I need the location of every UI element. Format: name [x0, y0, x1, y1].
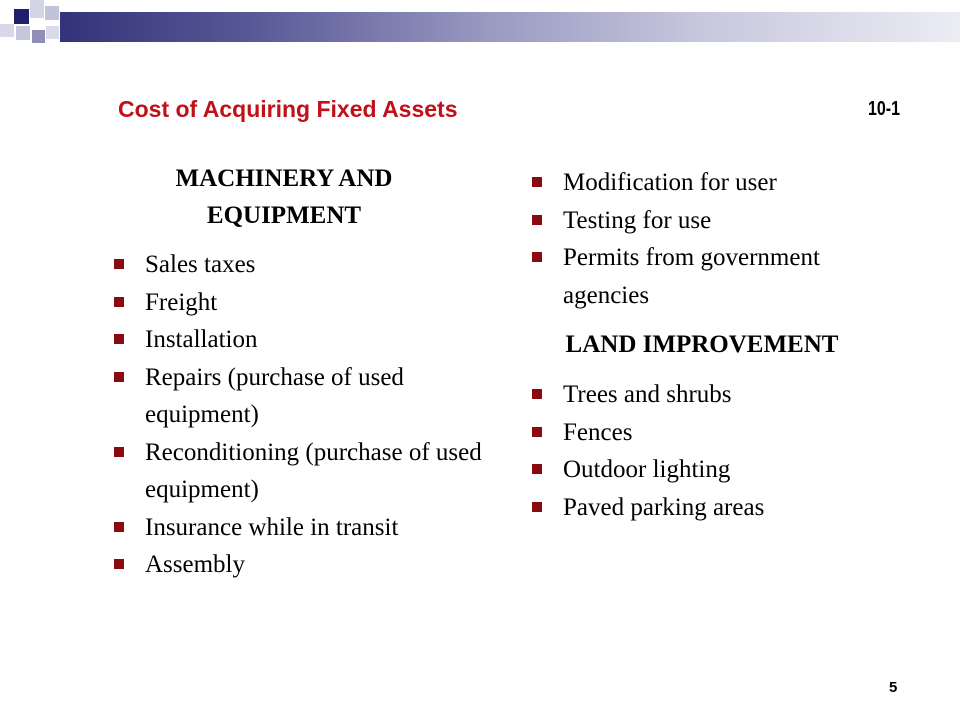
right-column — [530, 164, 900, 526]
list-item — [530, 202, 900, 240]
square-bullet-icon — [532, 464, 542, 474]
decorative-square — [14, 9, 29, 24]
land-improvement-heading: LAND IMPROVEMENT — [565, 331, 839, 358]
machinery-heading: MACHINERY AND EQUIPMENT — [175, 165, 393, 229]
list-item-label: Outdoor lighting — [563, 456, 731, 483]
page-number: 5 — [889, 679, 898, 696]
square-bullet-icon — [114, 334, 124, 344]
decorative-header-band — [0, 0, 960, 50]
square-bullet-icon — [532, 177, 542, 187]
decorative-square — [32, 30, 45, 43]
square-bullet-icon — [114, 372, 124, 382]
list-item — [530, 489, 900, 527]
list-item — [530, 376, 900, 414]
list-item-label: Freight — [145, 288, 218, 316]
list-item-label: Permits from government agencies — [563, 244, 820, 309]
square-bullet-icon — [114, 297, 124, 307]
list-item — [112, 509, 482, 547]
list-item-label: Assembly — [145, 551, 245, 578]
list-item-label: Repairs (purchase of used equipment) — [145, 363, 404, 428]
list-item — [112, 321, 482, 359]
slide-title: Cost of Acquiring Fixed Assets — [118, 96, 458, 122]
left-column — [112, 160, 482, 584]
list-item-label: Trees and shrubs — [563, 381, 732, 408]
slide-code: 10-1 — [868, 98, 901, 120]
square-bullet-icon — [114, 447, 124, 457]
header-gradient-bar — [60, 12, 960, 42]
list-item-label: Installation — [145, 326, 258, 353]
decorative-square — [45, 6, 59, 20]
list-item — [112, 284, 482, 322]
list-item — [530, 239, 900, 314]
square-bullet-icon — [532, 389, 542, 399]
square-bullet-icon — [532, 215, 542, 225]
machinery-list — [112, 246, 482, 584]
decorative-square — [0, 24, 14, 37]
list-item-label: Modification for user — [563, 169, 777, 196]
square-bullet-icon — [114, 522, 124, 532]
square-bullet-icon — [532, 427, 542, 437]
list-item-label: Insurance while in transit — [145, 513, 399, 541]
list-item-label: Testing for use — [563, 206, 712, 234]
list-item — [112, 434, 482, 509]
list-item — [112, 546, 482, 584]
square-bullet-icon — [532, 252, 542, 262]
list-item-label: Paved parking areas — [563, 493, 765, 521]
list-item-label: Reconditioning (purchase of used equipment) — [145, 438, 482, 503]
list-item — [530, 414, 900, 452]
square-bullet-icon — [532, 502, 542, 512]
list-item-label: Fences — [563, 418, 633, 446]
list-item-label: Sales taxes — [145, 251, 256, 278]
list-item — [112, 246, 482, 284]
list-item — [530, 164, 900, 202]
list-item — [530, 451, 900, 489]
list-item — [112, 359, 482, 434]
land-improvement-list — [530, 376, 900, 526]
square-bullet-icon — [114, 259, 124, 269]
decorative-square — [46, 26, 59, 39]
decorative-square — [30, 0, 44, 18]
decorative-square — [16, 26, 30, 40]
square-bullet-icon — [114, 559, 124, 569]
machinery-continued-list — [530, 164, 900, 314]
